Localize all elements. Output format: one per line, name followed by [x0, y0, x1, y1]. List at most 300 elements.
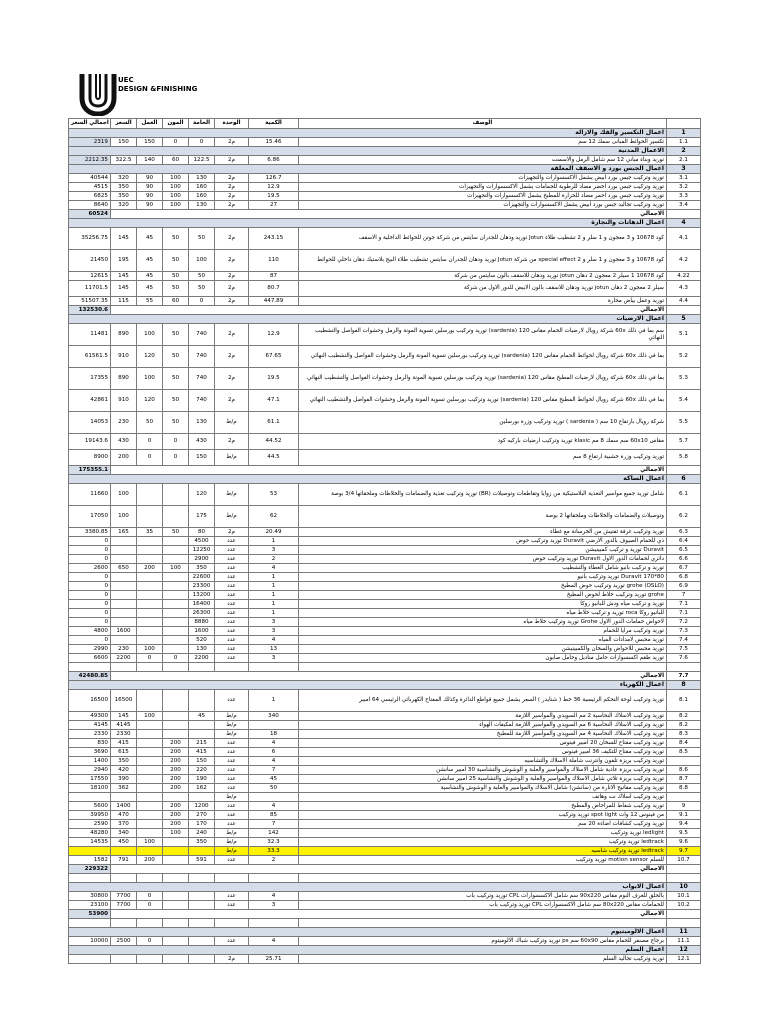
unit: م/ط [215, 829, 249, 838]
item-number: 5.4 [667, 390, 701, 412]
supply-cost: 50 [163, 412, 189, 434]
supply-cost [163, 627, 189, 636]
unit: عدد [215, 654, 249, 663]
quantity: 3 [249, 654, 299, 663]
section-title: اعمال التكسير والفك والازالة [69, 129, 667, 138]
supply-cost: 200 [163, 820, 189, 829]
supply-cost: 200 [163, 739, 189, 748]
section-title: اعمال الجبس بورد و الاسقف المعلقة [69, 165, 667, 174]
quantity: 2 [249, 555, 299, 564]
labor-cost [137, 955, 163, 964]
unit: عدد [215, 757, 249, 766]
unit: عدد [215, 748, 249, 757]
unit: م/ط [215, 793, 249, 802]
unit-price: 230 [111, 412, 137, 434]
material-cost [189, 793, 215, 802]
material-cost: 130 [189, 645, 215, 654]
supply-cost: 50 [163, 228, 189, 250]
header-no [667, 119, 701, 129]
unit-price: 430 [111, 434, 137, 450]
line-total: 830 [69, 739, 111, 748]
header-desc: الوصف [299, 119, 667, 129]
labor-cost [137, 506, 163, 528]
line-total: 35256.75 [69, 228, 111, 250]
section-title: اعمال الابواب [69, 883, 667, 892]
item-description: بالحلق للغرف النوم مقاس 90x220 سم شامل الاكسسوارات CPL توريد وتركيب باب [299, 892, 667, 901]
material-cost: 50 [189, 228, 215, 250]
quantity: 25.71 [249, 955, 299, 964]
line-total: 8640 [69, 201, 111, 210]
unit: م2 [215, 281, 249, 297]
material-cost: 16400 [189, 600, 215, 609]
section-title: اعمال الالوميتيوم [69, 928, 667, 937]
supply-cost [163, 555, 189, 564]
supply-cost [163, 721, 189, 730]
quantity: 7 [249, 820, 299, 829]
unit: م2 [215, 272, 249, 281]
line-total: 14053 [69, 412, 111, 434]
item-number: 7.1 [667, 600, 701, 609]
unit-price: 115 [111, 297, 137, 306]
quantity [249, 721, 299, 730]
item-number [667, 910, 701, 919]
blank-row [69, 874, 701, 883]
empty-cell [189, 874, 215, 883]
labor-cost [137, 690, 163, 712]
labor-cost: 90 [137, 192, 163, 201]
material-cost: 13200 [189, 591, 215, 600]
section-title: اعمال السلم [69, 946, 667, 955]
material-cost [189, 847, 215, 856]
table-row [69, 412, 701, 434]
table-row [69, 174, 701, 183]
material-cost: 740 [189, 324, 215, 346]
section-header-row [69, 129, 701, 138]
item-description: سيلر 2 معجون 2 دهان jotun توريد ودهان للاسقف بالون الابيض للدور الاول من شركة [299, 281, 667, 297]
section-number: 4 [667, 219, 701, 228]
material-cost: 130 [189, 201, 215, 210]
item-number: 3.1 [667, 174, 701, 183]
line-total: 51507.35 [69, 297, 111, 306]
unit-price: 7700 [111, 892, 137, 901]
quantity: 80.7 [249, 281, 299, 297]
item-description: توريد محبس للاحواض والسخان والكمبينيشن [299, 645, 667, 654]
quantity: 1 [249, 690, 299, 712]
unit: م2 [215, 528, 249, 537]
labor-cost: 0 [137, 901, 163, 910]
empty-cell [667, 874, 701, 883]
supply-cost: 200 [163, 811, 189, 820]
material-cost: 50 [189, 281, 215, 297]
supply-cost [163, 793, 189, 802]
labor-cost: 200 [137, 564, 163, 573]
unit: عدد [215, 901, 249, 910]
labor-cost [137, 730, 163, 739]
line-total: 5600 [69, 802, 111, 811]
item-number: 9.5 [667, 829, 701, 838]
supply-cost: 50 [163, 528, 189, 537]
material-cost: 350 [189, 564, 215, 573]
section-number: 8 [667, 681, 701, 690]
table-row [69, 573, 701, 582]
item-description: توريد محبس لامدادات المياه [299, 636, 667, 645]
supply-cost: 100 [163, 183, 189, 192]
empty-cell [249, 919, 299, 928]
section-total-row [69, 466, 701, 475]
item-description: توريد وتركيب تجاليد السلم [299, 955, 667, 964]
header-labor: العمل [137, 119, 163, 129]
unit-price: 150 [111, 138, 137, 147]
section-total-value: 229322 [69, 865, 111, 874]
unit-price: 100 [111, 506, 137, 528]
empty-cell [137, 919, 163, 928]
labor-cost [137, 721, 163, 730]
labor-cost: 0 [137, 434, 163, 450]
quantity: 61.1 [249, 412, 299, 434]
line-total: 0 [69, 609, 111, 618]
labor-cost: 90 [137, 201, 163, 210]
labor-cost: 100 [137, 838, 163, 847]
supply-cost: 100 [163, 564, 189, 573]
table-row [69, 721, 701, 730]
unit-price [111, 636, 137, 645]
unit: عدد [215, 775, 249, 784]
header-unit: الوحدة [215, 119, 249, 129]
supply-cost: 0 [163, 654, 189, 663]
labor-cost: 90 [137, 174, 163, 183]
material-cost: 160 [189, 192, 215, 201]
material-cost: 350 [189, 838, 215, 847]
unit: م/ط [215, 412, 249, 434]
line-total: 17050 [69, 506, 111, 528]
line-total: 12615 [69, 272, 111, 281]
quantity [249, 663, 299, 672]
quantity: 20.49 [249, 528, 299, 537]
quantity: 1 [249, 537, 299, 546]
item-description: توريد وتركيب اسلاك نت وهاتف [299, 793, 667, 802]
supply-cost [163, 537, 189, 546]
empty-cell [667, 919, 701, 928]
quantity: 7 [249, 766, 299, 775]
unit-price: 200 [111, 450, 137, 466]
line-total: 0 [69, 618, 111, 627]
line-total: 11701.5 [69, 281, 111, 297]
unit-price [111, 555, 137, 564]
quantity: 1 [249, 591, 299, 600]
unit: عدد [215, 856, 249, 865]
item-description: grohe (OSLO) توريد وتركيب حوض المطبخ [299, 582, 667, 591]
section-number: 2 [667, 147, 701, 156]
unit: عدد [215, 690, 249, 712]
material-cost: 170 [189, 820, 215, 829]
quantity: 19.5 [249, 192, 299, 201]
item-description: توريد طقم اكسسوارات حامل مناديل وحامل صابون [299, 654, 667, 663]
unit: عدد [215, 582, 249, 591]
item-number: 11.1 [667, 937, 701, 946]
unit: عدد [215, 892, 249, 901]
item-description: توريد وتركيب الاسلاك النحاسية 2 مم السويدي والمواسير اللازمة [299, 712, 667, 721]
labor-cost [137, 609, 163, 618]
line-total: 10000 [69, 937, 111, 946]
item-number: 6.8 [667, 573, 701, 582]
labor-cost [137, 573, 163, 582]
quantity: 62 [249, 506, 299, 528]
labor-cost: 45 [137, 228, 163, 250]
item-description: توريد و تركيب مياه ودش للبانيو روكا [299, 600, 667, 609]
item-number: 6.6 [667, 555, 701, 564]
item-description: وتوصيلات والضمامات والخلاطات وملحقاتها 2 بوصة [299, 506, 667, 528]
line-total: 19143.6 [69, 434, 111, 450]
unit: م2 [215, 368, 249, 390]
table-row [69, 555, 701, 564]
table-row [69, 775, 701, 784]
item-number: 6.2 [667, 506, 701, 528]
section-total-row [69, 306, 701, 315]
table-row [69, 654, 701, 663]
quantity: 33.3 [249, 847, 299, 856]
supply-cost [163, 506, 189, 528]
quantity: 3 [249, 618, 299, 627]
section-total-label: الاجمالي [111, 910, 667, 919]
item-number: 8.3 [667, 730, 701, 739]
quantity: 243.15 [249, 228, 299, 250]
unit-price [111, 618, 137, 627]
quantity: 3 [249, 627, 299, 636]
unit-price: 350 [111, 192, 137, 201]
unit: عدد [215, 627, 249, 636]
supply-cost [163, 573, 189, 582]
unit-price [111, 609, 137, 618]
table-row [69, 793, 701, 802]
unit-price: 390 [111, 775, 137, 784]
line-total: 0 [69, 573, 111, 582]
section-title: اعمال الكهرباء [69, 681, 667, 690]
line-total: 8900 [69, 450, 111, 466]
empty-cell [163, 874, 189, 883]
labor-cost [137, 546, 163, 555]
supply-cost: 200 [163, 802, 189, 811]
empty-cell [69, 874, 111, 883]
section-header-row [69, 219, 701, 228]
unit: عدد [215, 573, 249, 582]
line-total: 2212.35 [69, 156, 111, 165]
section-total-value: 60524 [69, 210, 111, 219]
item-number: 9.1 [667, 811, 701, 820]
section-total-value: 42480.85 [69, 672, 111, 681]
unit: م2 [215, 174, 249, 183]
quantity: 1 [249, 609, 299, 618]
material-cost: 591 [189, 856, 215, 865]
item-description: توريد و تركيب بانيو شامل الغطاء والتشطيب [299, 564, 667, 573]
item-description: برجاج مصنفر للحمام مقاس 60x90 سم ps توريد وتركيب شباك الالوميتوم [299, 937, 667, 946]
quantity: 4 [249, 802, 299, 811]
table-row [69, 811, 701, 820]
unit-price: 100 [111, 484, 137, 506]
line-total: 4145 [69, 721, 111, 730]
item-number: 7 [667, 591, 701, 600]
item-number [667, 466, 701, 475]
unit: م2 [215, 434, 249, 450]
quantity: 3 [249, 901, 299, 910]
logo-mark-icon [76, 72, 124, 116]
unit-price: 910 [111, 346, 137, 368]
item-number: 8.7 [667, 775, 701, 784]
material-cost: 175 [189, 506, 215, 528]
labor-cost: 100 [137, 645, 163, 654]
unit-price [111, 546, 137, 555]
item-description: مقاس 60x10 سم سمك 8 مم klasic توريد وتركيب ارضيات باركيه كود [299, 434, 667, 450]
unit: م2 [215, 228, 249, 250]
empty-cell [137, 874, 163, 883]
quantity: 44.52 [249, 434, 299, 450]
item-number: 6.4 [667, 537, 701, 546]
unit: م2 [215, 192, 249, 201]
quantity: 85 [249, 811, 299, 820]
line-total: 0 [69, 537, 111, 546]
section-total-label: الاجمالي [111, 306, 667, 315]
unit-price: 320 [111, 174, 137, 183]
unit: عدد [215, 555, 249, 564]
table-row [69, 838, 701, 847]
header-material: الخامة [189, 119, 215, 129]
quantity: 1 [249, 582, 299, 591]
item-number: 9.6 [667, 838, 701, 847]
material-cost: 50 [189, 272, 215, 281]
labor-cost: 0 [137, 892, 163, 901]
quantity: 4 [249, 564, 299, 573]
material-cost: 240 [189, 829, 215, 838]
unit: عدد [215, 636, 249, 645]
unit: عدد [215, 546, 249, 555]
labor-cost: 100 [137, 324, 163, 346]
quantity: 6 [249, 748, 299, 757]
supply-cost: 50 [163, 346, 189, 368]
item-description: توريد وتركيب مفتاح للسخان 20 امبير فينوس [299, 739, 667, 748]
table-row [69, 183, 701, 192]
unit: م2 [215, 138, 249, 147]
item-description [299, 663, 667, 672]
supply-cost [163, 690, 189, 712]
empty-cell [163, 919, 189, 928]
quantity: 447.89 [249, 297, 299, 306]
unit-price: 910 [111, 390, 137, 412]
table-row [69, 272, 701, 281]
unit-price: 1600 [111, 627, 137, 636]
table-row [69, 201, 701, 210]
line-total: 6825 [69, 192, 111, 201]
unit-price: 450 [111, 838, 137, 847]
quantity: 13 [249, 645, 299, 654]
table-row [69, 627, 701, 636]
unit-price: 2200 [111, 654, 137, 663]
table-row [69, 901, 701, 910]
unit-price: 322.5 [111, 156, 137, 165]
unit: م/ط [215, 730, 249, 739]
unit-price: 890 [111, 368, 137, 390]
unit: عدد [215, 784, 249, 793]
line-total: 39950 [69, 811, 111, 820]
section-header-row [69, 928, 701, 937]
unit-price: 4145 [111, 721, 137, 730]
table-row [69, 820, 701, 829]
line-total: 4800 [69, 627, 111, 636]
labor-cost [137, 775, 163, 784]
quantity: 12.9 [249, 324, 299, 346]
supply-cost [163, 847, 189, 856]
supply-cost: 100 [163, 174, 189, 183]
material-cost [189, 892, 215, 901]
material-cost: 0 [189, 297, 215, 306]
item-number [667, 663, 701, 672]
table-row [69, 802, 701, 811]
labor-cost [137, 784, 163, 793]
material-cost: 415 [189, 748, 215, 757]
labor-cost [137, 627, 163, 636]
table-row [69, 955, 701, 964]
quantity: 15.46 [249, 138, 299, 147]
supply-cost [163, 856, 189, 865]
line-total: 6600 [69, 654, 111, 663]
table-row [69, 192, 701, 201]
item-number: 8.2 [667, 721, 701, 730]
unit: عدد [215, 609, 249, 618]
unit: م/ط [215, 712, 249, 721]
supply-cost: 60 [163, 156, 189, 165]
material-cost: 8880 [189, 618, 215, 627]
item-number: 5.1 [667, 324, 701, 346]
labor-cost [137, 811, 163, 820]
section-total-value: 132530.6 [69, 306, 111, 315]
item-number: 9.7 [667, 847, 701, 856]
unit-price [111, 591, 137, 600]
table-row [69, 564, 701, 573]
unit-price: 230 [111, 645, 137, 654]
item-description: كود 10678 1 سيلر 2 معجون 2 دهان jotun توريد ودهان للاسقف بالون سايتس من شركة [299, 272, 667, 281]
table-row [69, 346, 701, 368]
supply-cost [163, 600, 189, 609]
material-cost: 160 [189, 183, 215, 192]
line-total: 30800 [69, 892, 111, 901]
labor-cost: 45 [137, 250, 163, 272]
section-total-value: 175355.1 [69, 466, 111, 475]
labor-cost [137, 829, 163, 838]
section-title: اعمال الساكة [69, 475, 667, 484]
unit-price: 650 [111, 564, 137, 573]
unit-price: 1400 [111, 802, 137, 811]
item-number: 8.5 [667, 748, 701, 757]
item-description: بما في ذلك 60x شركة رويال لحوائط الحمام مقاس 120 (sardenia) توريد وتركيب بورسلين تسوية المونة والرمل وحشوات الفواصل والتشطيب النهائي [299, 346, 667, 368]
item-number [667, 793, 701, 802]
line-total: 61561.5 [69, 346, 111, 368]
item-number: 5.7 [667, 434, 701, 450]
company-name-line1: UEC [118, 76, 134, 84]
supply-cost: 200 [163, 757, 189, 766]
supply-cost: 60 [163, 297, 189, 306]
quantity: 126.7 [249, 174, 299, 183]
item-description: توريد وتركيب جبس بورد ابيض يشمل الاكسسوارات والتجهيزات [299, 174, 667, 183]
quantity: 87 [249, 272, 299, 281]
section-total-label: الاجمالي [111, 210, 667, 219]
section-title: الاعمال المدنية [69, 147, 667, 156]
labor-cost: 50 [137, 412, 163, 434]
line-total: 0 [69, 582, 111, 591]
material-cost: 0 [189, 138, 215, 147]
unit-price: 350 [111, 757, 137, 766]
line-total: 17550 [69, 775, 111, 784]
section-total-row [69, 910, 701, 919]
material-cost: 12250 [189, 546, 215, 555]
labor-cost [137, 555, 163, 564]
